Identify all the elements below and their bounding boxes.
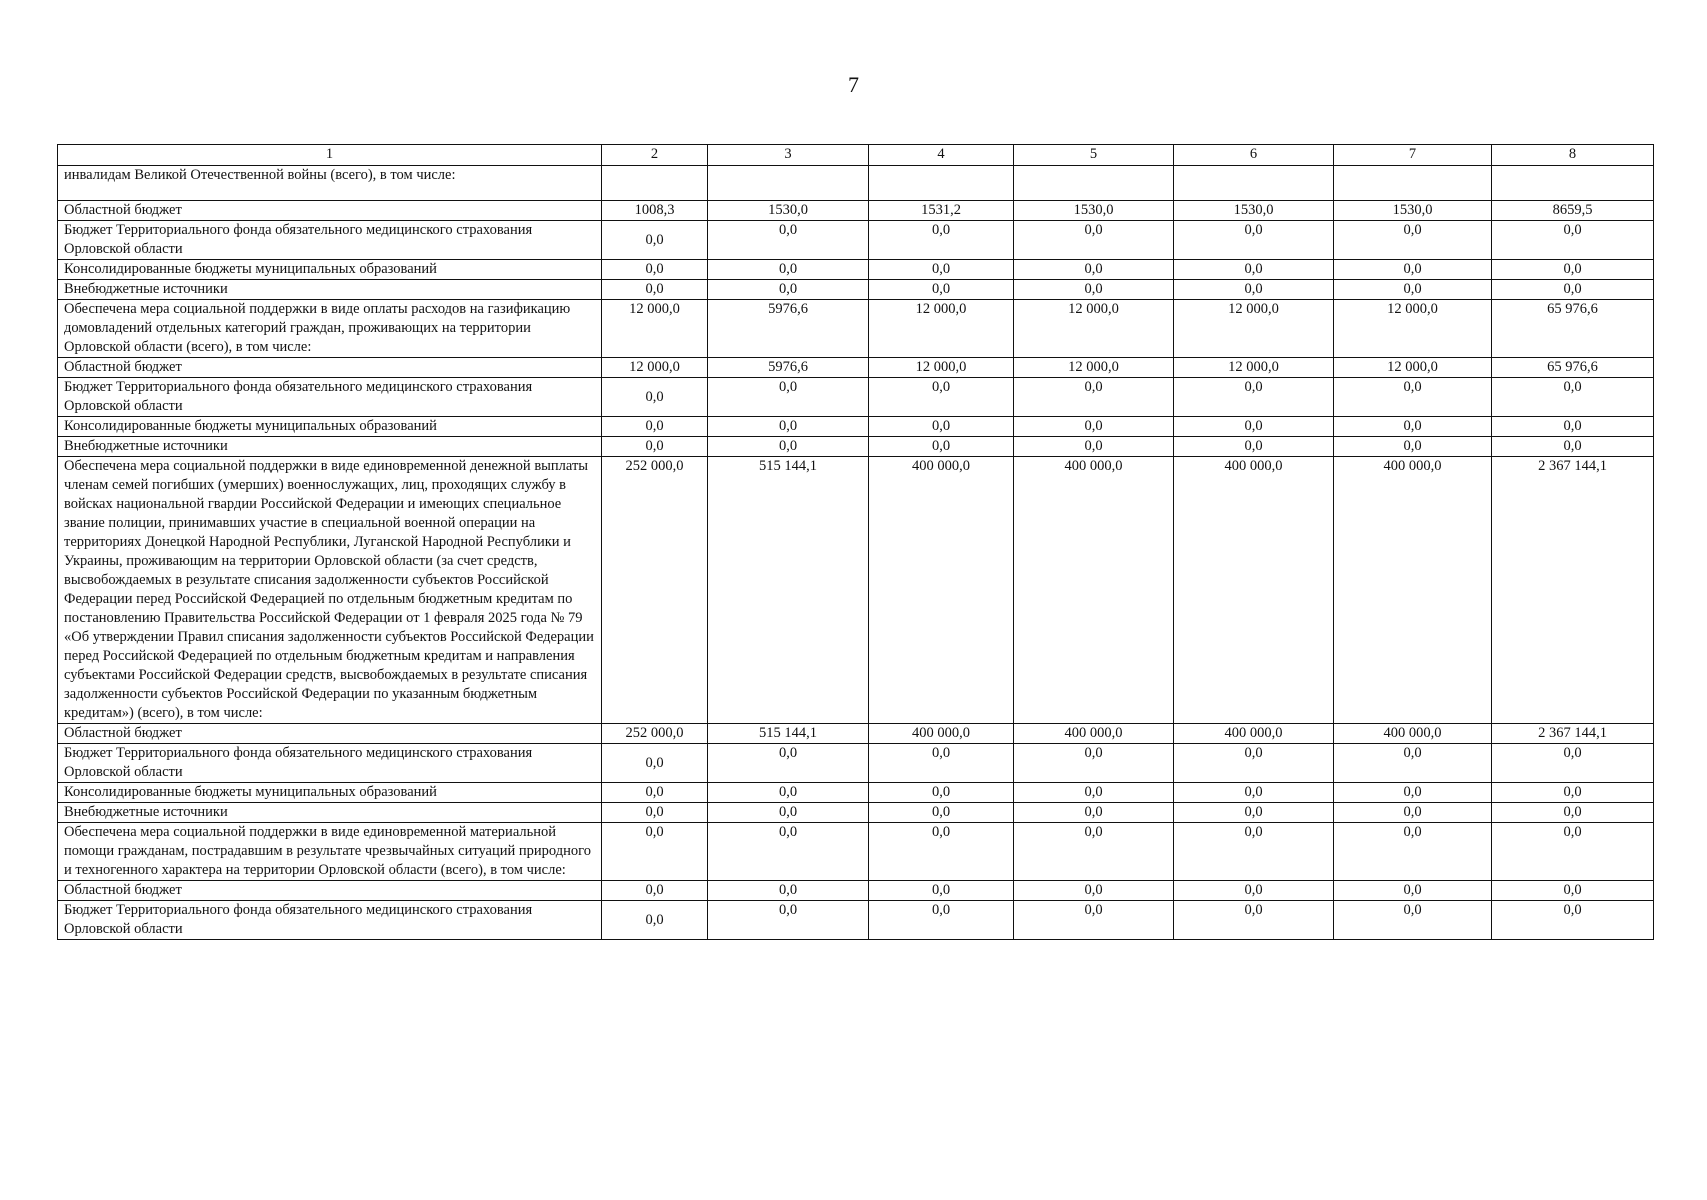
row-value: 400 000,0 (1014, 724, 1174, 744)
row-label: инвалидам Великой Отечественной войны (всего), в том числе: (58, 166, 602, 201)
row-value: 0,0 (708, 437, 869, 457)
table-row (58, 437, 1654, 457)
row-value: 5976,6 (708, 300, 869, 358)
row-value: 0,0 (1334, 417, 1492, 437)
row-value: 0,0 (1014, 378, 1174, 417)
row-label: Бюджет Территориального фонда обязательного медицинского страхования Орловской области (58, 221, 602, 260)
table-row (58, 724, 1654, 744)
row-value: 0,0 (1334, 783, 1492, 803)
row-value: 0,0 (1174, 823, 1334, 881)
row-value: 12 000,0 (1334, 300, 1492, 358)
row-value: 0,0 (1174, 783, 1334, 803)
table-row (58, 783, 1654, 803)
row-value: 0,0 (1492, 260, 1654, 280)
row-value: 0,0 (1492, 417, 1654, 437)
row-value: 0,0 (869, 823, 1014, 881)
row-value: 12 000,0 (1174, 300, 1334, 358)
row-value (869, 166, 1014, 201)
table-row (58, 201, 1654, 221)
row-value: 0,0 (1174, 744, 1334, 783)
row-value: 252 000,0 (602, 724, 708, 744)
row-value: 1530,0 (1174, 201, 1334, 221)
column-header: 5 (1014, 145, 1174, 166)
row-value: 1530,0 (1334, 201, 1492, 221)
row-value: 515 144,1 (708, 724, 869, 744)
row-value: 0,0 (1334, 881, 1492, 901)
row-value: 0,0 (602, 744, 708, 783)
row-label: Областной бюджет (58, 201, 602, 221)
row-label: Внебюджетные источники (58, 437, 602, 457)
row-value (1492, 166, 1654, 201)
row-value: 400 000,0 (1334, 724, 1492, 744)
row-value: 0,0 (1014, 803, 1174, 823)
row-value (1014, 166, 1174, 201)
row-label: Областной бюджет (58, 724, 602, 744)
row-label: Бюджет Территориального фонда обязательного медицинского страхования Орловской области (58, 378, 602, 417)
row-value: 400 000,0 (1174, 724, 1334, 744)
table-row (58, 417, 1654, 437)
row-value: 0,0 (1014, 437, 1174, 457)
row-value: 0,0 (1174, 260, 1334, 280)
row-value: 0,0 (602, 783, 708, 803)
row-label: Консолидированные бюджеты муниципальных образований (58, 260, 602, 280)
row-value: 0,0 (1334, 221, 1492, 260)
row-value: 12 000,0 (869, 300, 1014, 358)
row-value: 0,0 (1492, 901, 1654, 940)
row-value: 0,0 (1174, 378, 1334, 417)
row-value: 0,0 (1492, 881, 1654, 901)
row-value: 0,0 (1334, 378, 1492, 417)
row-value: 12 000,0 (1014, 358, 1174, 378)
row-value: 0,0 (1492, 221, 1654, 260)
column-header: 3 (708, 145, 869, 166)
row-value (708, 166, 869, 201)
row-value: 0,0 (1492, 823, 1654, 881)
row-label: Внебюджетные источники (58, 280, 602, 300)
row-value: 0,0 (708, 280, 869, 300)
row-value: 0,0 (1174, 901, 1334, 940)
row-value: 0,0 (1014, 280, 1174, 300)
column-header: 8 (1492, 145, 1654, 166)
row-value: 12 000,0 (1174, 358, 1334, 378)
row-value: 400 000,0 (869, 457, 1014, 724)
row-value: 0,0 (1492, 744, 1654, 783)
row-value: 0,0 (1174, 280, 1334, 300)
row-label: Внебюджетные источники (58, 803, 602, 823)
row-value: 0,0 (1014, 901, 1174, 940)
row-value (602, 166, 708, 201)
table-row (58, 823, 1654, 881)
table-row (58, 881, 1654, 901)
row-value: 0,0 (869, 378, 1014, 417)
row-value: 65 976,6 (1492, 358, 1654, 378)
row-value: 0,0 (602, 823, 708, 881)
budget-table (57, 144, 1654, 940)
row-value: 65 976,6 (1492, 300, 1654, 358)
row-value: 0,0 (708, 378, 869, 417)
row-value: 0,0 (602, 417, 708, 437)
row-value: 0,0 (1334, 280, 1492, 300)
row-value: 0,0 (708, 823, 869, 881)
table-row (58, 358, 1654, 378)
row-value: 400 000,0 (869, 724, 1014, 744)
row-value: 0,0 (1014, 823, 1174, 881)
row-value: 0,0 (1014, 881, 1174, 901)
row-value: 0,0 (1014, 783, 1174, 803)
row-value: 0,0 (602, 901, 708, 940)
row-value: 0,0 (869, 803, 1014, 823)
row-value: 0,0 (1492, 280, 1654, 300)
row-value: 0,0 (708, 783, 869, 803)
row-value: 0,0 (602, 378, 708, 417)
row-value: 0,0 (1174, 221, 1334, 260)
row-label: Областной бюджет (58, 358, 602, 378)
row-value: 1008,3 (602, 201, 708, 221)
table-body (58, 145, 1654, 940)
row-value: 0,0 (869, 881, 1014, 901)
row-label: Консолидированные бюджеты муниципальных образований (58, 417, 602, 437)
row-value: 0,0 (708, 881, 869, 901)
table-row (58, 300, 1654, 358)
row-value: 0,0 (1334, 260, 1492, 280)
row-label: Бюджет Территориального фонда обязательного медицинского страхования Орловской области (58, 744, 602, 783)
row-value: 12 000,0 (869, 358, 1014, 378)
table-row (58, 378, 1654, 417)
table-row (58, 166, 1654, 201)
row-label: Обеспечена мера социальной поддержки в виде единовременной денежной выплаты членам семей погибших (умерших) военнослужащих, лиц, проходящих службу в войсках национальной гвардии Российской Федерации и имеющих специальное звание полиции, принимавших участие в специальной военной операции на территориях Донецкой Народной Республики, Луганской Народной Республики и Украины, проживающим на территории Орловской области (за счет средств, высвобождаемых в результате списания задолженности субъектов Российской Федерации перед Российской Федерацией по отдельным бюджетным кредитам по постановлению Правительства Российской Федерации от 1 февраля 2025 года № 79 «Об утверждении Правил списания задолженности субъектов Российской Федерации перед Российской Федерацией по отдельным бюджетным кредитам и направления субъектами Российской Федерации средств, высвобождаемых в результате списания задолженности субъектов Российской Федерации по указанным бюджетным кредитам») (всего), в том числе: (58, 457, 602, 724)
row-value: 0,0 (708, 417, 869, 437)
row-value: 5976,6 (708, 358, 869, 378)
row-value: 0,0 (1492, 783, 1654, 803)
row-value: 0,0 (1334, 744, 1492, 783)
row-value: 0,0 (1334, 823, 1492, 881)
row-value (1174, 166, 1334, 201)
row-value: 12 000,0 (602, 300, 708, 358)
column-header: 7 (1334, 145, 1492, 166)
row-label: Бюджет Территориального фонда обязательного медицинского страхования Орловской области (58, 901, 602, 940)
row-value: 0,0 (602, 280, 708, 300)
row-value: 0,0 (708, 260, 869, 280)
row-label: Областной бюджет (58, 881, 602, 901)
row-value: 0,0 (708, 803, 869, 823)
table-row (58, 744, 1654, 783)
row-value: 2 367 144,1 (1492, 457, 1654, 724)
row-value: 0,0 (1334, 437, 1492, 457)
row-value: 0,0 (869, 417, 1014, 437)
page-number: 7 (848, 72, 859, 97)
row-value: 0,0 (1174, 803, 1334, 823)
row-value: 1530,0 (1014, 201, 1174, 221)
row-value: 0,0 (1492, 378, 1654, 417)
row-value: 0,0 (869, 280, 1014, 300)
row-value: 0,0 (1174, 881, 1334, 901)
row-value: 0,0 (869, 437, 1014, 457)
table-row (58, 260, 1654, 280)
row-value: 12 000,0 (602, 358, 708, 378)
row-value: 0,0 (869, 260, 1014, 280)
row-value: 0,0 (1492, 803, 1654, 823)
column-header: 2 (602, 145, 708, 166)
row-value: 0,0 (1492, 437, 1654, 457)
row-value: 0,0 (1014, 417, 1174, 437)
header-row (58, 145, 1654, 166)
row-label: Обеспечена мера социальной поддержки в виде единовременной материальной помощи гражданам, пострадавшим в результате чрезвычайных ситуаций природного и техногенного характера на территории Орловской области (всего), в том числе: (58, 823, 602, 881)
row-value: 0,0 (708, 901, 869, 940)
row-value: 252 000,0 (602, 457, 708, 724)
table-row (58, 457, 1654, 724)
row-value: 0,0 (869, 744, 1014, 783)
row-value: 0,0 (869, 783, 1014, 803)
row-value: 0,0 (1014, 744, 1174, 783)
row-value: 0,0 (602, 260, 708, 280)
table-row (58, 803, 1654, 823)
row-value: 0,0 (1334, 803, 1492, 823)
column-header: 6 (1174, 145, 1334, 166)
row-label: Консолидированные бюджеты муниципальных образований (58, 783, 602, 803)
row-label: Обеспечена мера социальной поддержки в виде оплаты расходов на газификацию домовладений отдельных категорий граждан, проживающих на территории Орловской области (всего), в том числе: (58, 300, 602, 358)
row-value: 0,0 (1174, 417, 1334, 437)
row-value: 12 000,0 (1334, 358, 1492, 378)
row-value: 0,0 (1174, 437, 1334, 457)
row-value: 515 144,1 (708, 457, 869, 724)
row-value: 0,0 (1014, 260, 1174, 280)
row-value: 400 000,0 (1174, 457, 1334, 724)
table-row (58, 901, 1654, 940)
row-value: 0,0 (869, 221, 1014, 260)
column-header: 1 (58, 145, 602, 166)
row-value: 1530,0 (708, 201, 869, 221)
row-value: 8659,5 (1492, 201, 1654, 221)
row-value: 1531,2 (869, 201, 1014, 221)
table-row (58, 280, 1654, 300)
row-value: 0,0 (708, 744, 869, 783)
table-row (58, 221, 1654, 260)
row-value: 2 367 144,1 (1492, 724, 1654, 744)
row-value: 12 000,0 (1014, 300, 1174, 358)
row-value: 0,0 (869, 901, 1014, 940)
row-value: 0,0 (602, 881, 708, 901)
row-value (1334, 166, 1492, 201)
row-value: 400 000,0 (1334, 457, 1492, 724)
row-value: 0,0 (602, 437, 708, 457)
row-value: 400 000,0 (1014, 457, 1174, 724)
row-value: 0,0 (602, 803, 708, 823)
column-header: 4 (869, 145, 1014, 166)
row-value: 0,0 (602, 221, 708, 260)
row-value: 0,0 (1014, 221, 1174, 260)
row-value: 0,0 (1334, 901, 1492, 940)
row-value: 0,0 (708, 221, 869, 260)
